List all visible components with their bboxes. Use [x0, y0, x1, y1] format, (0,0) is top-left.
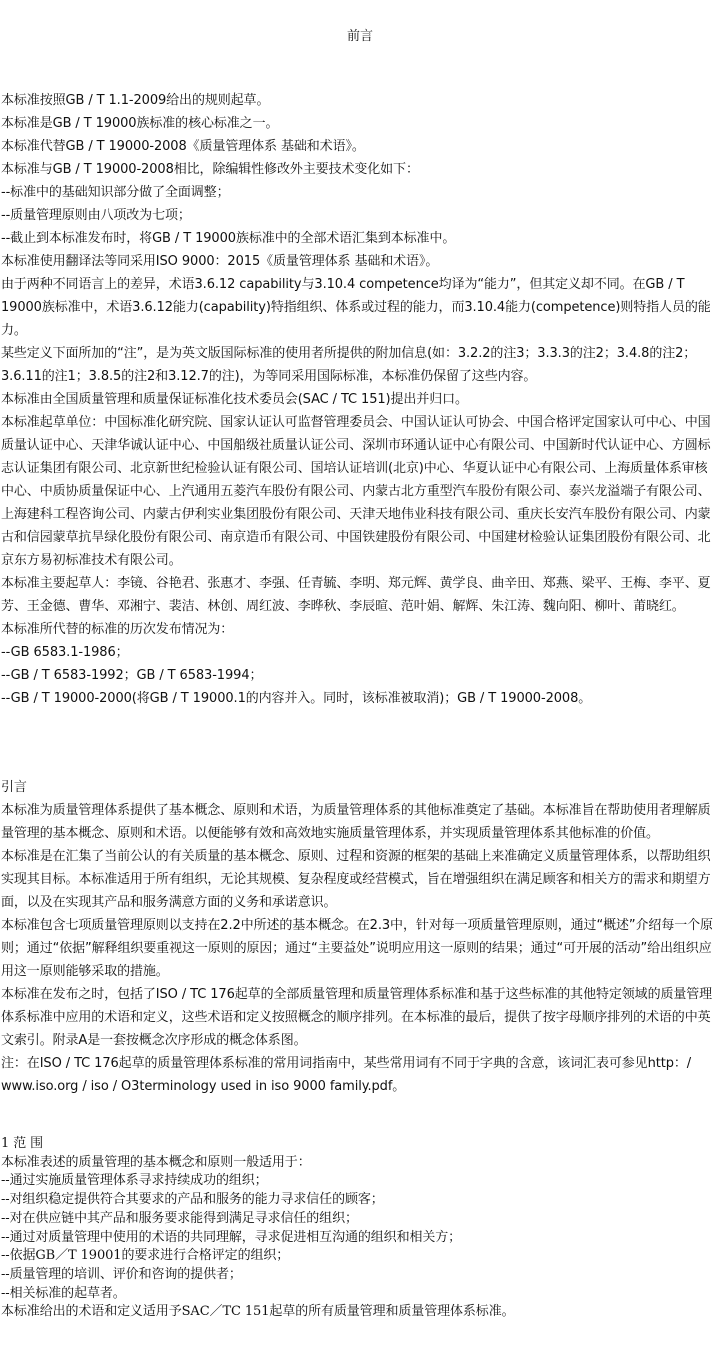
foreword-paragraph: --质量管理原则由八项改为七项；: [1, 208, 191, 223]
scope-paragraph: --相关标准的起草者。: [1, 1285, 126, 1301]
foreword-paragraph: 由于两种不同语言上的差异，术语3.6.12 capability与3.10.4 competence均译为“能力”，但其定义却不同。在GB / T 19000族标准中，术语3.6.12能力(capability)特指组织、体系或过程的能力，而3.10.4能力(competence)则特指人员的能力。: [1, 277, 711, 338]
foreword-paragraph: --标准中的基础知识部分做了全面调整；: [1, 185, 230, 200]
foreword-paragraph: 本标准使用翻译法等同采用ISO 9000：2015《质量管理体系 基础和术语》。: [1, 254, 439, 269]
foreword-paragraph: --GB / T 6583-1992；GB / T 6583-1994；: [1, 668, 263, 683]
foreword-paragraph: 本标准所代替的标准的历次发布情况为：: [1, 622, 234, 637]
foreword-paragraph: 某些定义下面所加的“注”，是为英文版国际标准的使用者所提供的附加信息(如：3.2.2的注3；3.3.3的注2；3.4.8的注2；3.6.11的注1；3.8.5的注2和3.12.7的注)，为等同采用国际标准，本标准仍保留了这些内容。: [1, 346, 697, 384]
introduction-paragraph: 本标准包含七项质量管理原则以支持在2.2中所述的基本概念。在2.3中，针对每一项质量管理原则，通过“概述”介绍每一个原则；通过“依据”解释组织要重视这一原则的原因；通过“主要益处”说明应用这一原则的结果；通过“可开展的活动”给出组织应用这一原则能够采取的措施。: [1, 918, 713, 979]
introduction-paragraph: 本标准是在汇集了当前公认的有关质量的基本概念、原则、过程和资源的框架的基础上来准确定义质量管理体系，以帮助组织实现其目标。本标准适用于所有组织，无论其规模、复杂程度或经营模式，旨在增强组织在满足顾客和相关方的需求和期望方面，以及在实现其产品和服务满意方面的义务和承诺意识。: [1, 849, 711, 910]
introduction-paragraph: 注：在ISO / TC 176起草的质量管理体系标准的常用词指南中，某些常用词有不同于字典的含意，该词汇表可参见http：/ www.iso.org / iso / O3terminology used in iso 9000 family.pdf。: [1, 1056, 692, 1094]
foreword-title: 前言: [346, 29, 373, 44]
foreword-section: [1, 89, 717, 710]
foreword-paragraph: 本标准与GB / T 19000-2008相比，除编辑性修改外主要技术变化如下：: [1, 162, 419, 177]
scope-paragraph: 本标准表述的质量管理的基本概念和原则一般适用于：: [1, 1154, 311, 1170]
scope-paragraph: --通过对质量管理中使用的术语的共同理解，寻求促进相互沟通的组织和相关方；: [1, 1229, 462, 1245]
scope-paragraph: 本标准给出的术语和定义适用予SAC／TC 151起草的所有质量管理和质量管理体系标准。: [1, 1304, 515, 1320]
scope-paragraph: --通过实施质量管理体系寻求持续成功的组织；: [1, 1173, 268, 1189]
foreword-paragraph: 本标准是GB / T 19000族标准的核心标准之一。: [1, 116, 279, 131]
introduction-section: [1, 776, 717, 1098]
introduction-paragraph: 本标准为质量管理体系提供了基本概念、原则和术语，为质量管理体系的其他标准奠定了基础。本标准旨在帮助使用者理解质量管理的基本概念、原则和术语。以便能够有效和高效地实施质量管理体系，并实现质量管理体系其他标准的价值。: [1, 803, 711, 841]
foreword-paragraph: --GB 6583.1-1986；: [1, 645, 129, 660]
scope-paragraph: 1 范 围: [1, 1136, 44, 1151]
scope-paragraph: --对在供应链中其产品和服务要求能得到满足寻求信任的组织；: [1, 1210, 358, 1226]
introduction-paragraph: 引言: [1, 780, 27, 795]
scope-paragraph: --质量管理的培训、评价和咨询的提供者；: [1, 1266, 242, 1282]
scope-paragraph: --依据GB／T 19001的要求进行合格评定的组织；: [1, 1248, 290, 1264]
foreword-paragraph: --GB / T 19000-2000(将GB / T 19000.1的内容并入。同时，该标准被取消)；GB / T 19000-2008。: [1, 691, 592, 706]
foreword-paragraph: 本标准由全国质量管理和质量保证标准化技术委员会(SAC / TC 151)提出并归口。: [1, 392, 468, 407]
foreword-paragraph: --截止到本标准发布时，将GB / T 19000族标准中的全部术语汇集到本标准中。: [1, 231, 456, 246]
scope-paragraph: --对组织稳定提供符合其要求的产品和服务的能力寻求信任的顾客；: [1, 1192, 384, 1208]
foreword-paragraph: 本标准主要起草人：李镜、谷艳君、张惠才、李强、任青毓、李明、郑元辉、黄学良、曲辛田、郑燕、梁平、王梅、李平、夏芳、王金德、曹华、邓湘宁、裴洁、林创、周红波、李晔秋、李辰暄、范叶娟、解辉、朱江涛、魏向阳、柳叶、莆晓红。: [1, 576, 711, 614]
foreword-paragraph: 本标准按照GB / T 1.1-2009给出的规则起草。: [1, 93, 270, 108]
introduction-paragraph: 本标准在发布之时，包括了ISO / TC 176起草的全部质量管理和质量管理体系标准和基于这些标准的其他特定领域的质量管理体系标准中应用的术语和定义，这些术语和定义按照概念的顺序排列。在本标准的最后，提供了按字母顺序排列的术语的中英文索引。附录A是一套按概念次序形成的概念体系图。: [1, 987, 713, 1048]
scope-section: [1, 1135, 717, 1322]
foreword-paragraph: 本标准起草单位：中国标准化研究院、国家认证认可监督管理委员会、中国认证认可协会、中国合格评定国家认可中心、中国质量认证中心、天津华诚认证中心、中国船级社质量认证公司、深圳市环通认证中心有限公司、中国新时代认证中心、方圆标志认证集团有限公司、北京新世纪检验认证有限公司、国培认证培训(北京)中心、华夏认证中心有限公司、上海质量体系审核中心、中质协质量保证中心、上汽通用五菱汽车股份有限公司、内蒙古北方重型汽车股份有限公司、泰兴龙溢端子有限公司、上海建科工程咨询公司、内蒙古伊利实业集团股份有限公司、天津天地伟业科技有限公司、重庆长安汽车股份有限公司、内蒙古和信园蒙草抗旱绿化股份有限公司、南京造币有限公司、中国铁建股份有限公司、中国建材检验认证集团股份有限公司、北京东方易初标准技术有限公司。: [1, 415, 711, 568]
foreword-paragraph: 本标准代替GB / T 19000-2008《质量管理体系 基础和术语》。: [1, 139, 365, 154]
